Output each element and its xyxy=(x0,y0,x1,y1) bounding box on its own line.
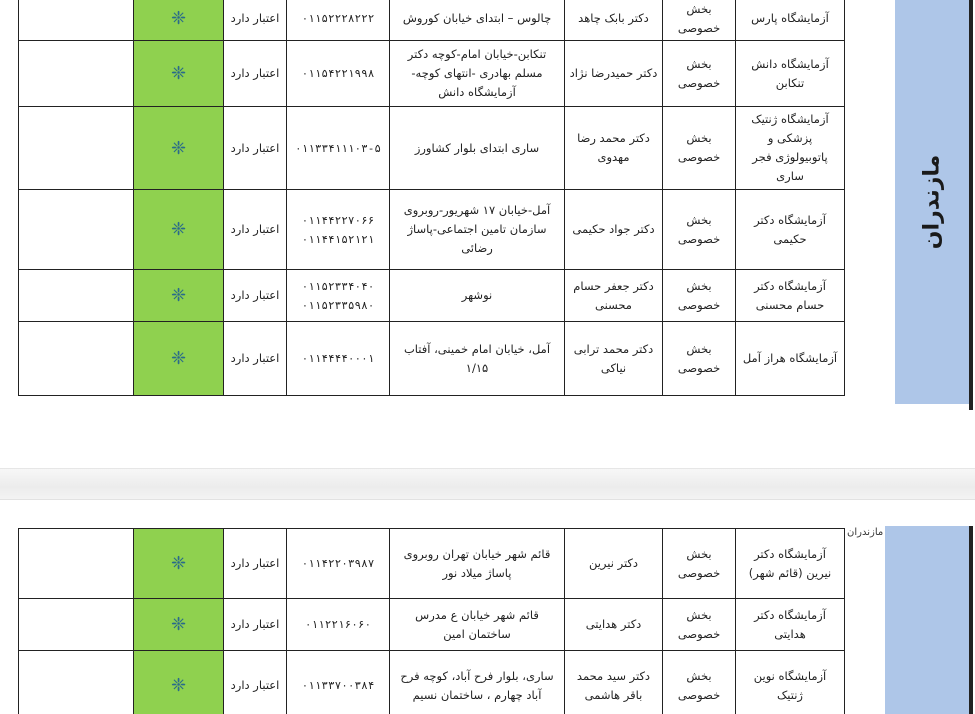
table-row xyxy=(19,651,845,714)
status-cell: اعتبار دارد xyxy=(224,599,287,651)
lab-name-cell: آزمایشگاه پارس xyxy=(736,0,845,41)
status-cell: اعتبار دارد xyxy=(224,190,287,270)
note-cell xyxy=(19,190,134,270)
lab-name-cell: آزمایشگاه نوین ژنتیک xyxy=(736,651,845,714)
status-cell: اعتبار دارد xyxy=(224,322,287,396)
note-cell xyxy=(19,270,134,322)
table-row xyxy=(19,190,845,270)
note-cell xyxy=(19,651,134,714)
status-mark-icon: ❈ xyxy=(134,0,224,41)
note-cell xyxy=(19,322,134,396)
page-gap xyxy=(0,410,975,520)
phone-cell: ۰۱۱۳۳۴۱۱۱۰۳-۵ xyxy=(287,107,390,190)
status-mark-icon: ❈ xyxy=(134,270,224,322)
sector-cell: بخش خصوصی xyxy=(663,651,736,714)
status-mark-icon: ❈ xyxy=(134,190,224,270)
province-note: مازندران xyxy=(847,527,884,538)
status-mark-icon: ❈ xyxy=(134,107,224,190)
sector-cell: بخش خصوصی xyxy=(663,270,736,322)
address-cell: قائم شهر خیابان تهران روبروی پاساژ میلاد نور xyxy=(390,529,565,599)
lab-name-cell: آزمایشگاه دکتر هدایتی xyxy=(736,599,845,651)
status-cell: اعتبار دارد xyxy=(224,0,287,41)
note-cell xyxy=(19,41,134,107)
sector-cell: بخش خصوصی xyxy=(663,322,736,396)
status-mark-icon: ❈ xyxy=(134,322,224,396)
lab-name-cell: آزمایشگاه ژنتیک پزشکی و پاتوبیولوژی فجر ساری xyxy=(736,107,845,190)
sector-cell: بخش خصوصی xyxy=(663,0,736,41)
page-separator xyxy=(0,468,975,500)
note-cell xyxy=(19,0,134,41)
status-mark-icon: ❈ xyxy=(134,529,224,599)
director-cell: دکتر بابک چاهد xyxy=(565,0,663,41)
province-column-2 xyxy=(885,526,969,714)
director-cell: دکتر نیرین xyxy=(565,529,663,599)
table-row xyxy=(19,599,845,651)
phone-cell: ۰۱۱۴۲۲۰۳۹۸۷ xyxy=(287,529,390,599)
province-label: مازندران xyxy=(919,154,945,250)
address-cell: ساری ابتدای بلوار کشاورز xyxy=(390,107,565,190)
director-cell: دکتر جعفر حسام محسنی xyxy=(565,270,663,322)
document-page-2 xyxy=(0,520,975,714)
address-cell: تنکابن-خیابان امام-کوچه دکتر مسلم بهادری -انتهای کوچه-آزمایشگاه دانش xyxy=(390,41,565,107)
table-row xyxy=(19,529,845,599)
lab-name-cell: آزمایشگاه دکتر حکیمی xyxy=(736,190,845,270)
sector-cell: بخش خصوصی xyxy=(663,529,736,599)
phone-cell: ۰۱۱۳۳۷۰۰۳۸۴ xyxy=(287,651,390,714)
phone-cell: ۰۱۱۴۴۴۴۰۰۰۱ xyxy=(287,322,390,396)
table-row xyxy=(19,0,845,41)
sector-cell: بخش خصوصی xyxy=(663,107,736,190)
sector-cell: بخش خصوصی xyxy=(663,599,736,651)
note-cell xyxy=(19,107,134,190)
table-row xyxy=(19,270,845,322)
phone-cell: ۰۱۱۲۲۱۶۰۶۰ xyxy=(287,599,390,651)
status-cell: اعتبار دارد xyxy=(224,651,287,714)
director-cell: دکتر جواد حکیمی xyxy=(565,190,663,270)
address-cell: آمل، خیابان امام خمینی، آفتاب ۱/۱۵ xyxy=(390,322,565,396)
note-cell xyxy=(19,599,134,651)
phone-cell: ۰۱۱۵۲۳۳۴۰۴۰ ۰۱۱۵۲۳۳۵۹۸۰ xyxy=(287,270,390,322)
status-cell: اعتبار دارد xyxy=(224,529,287,599)
lab-name-cell: آزمایشگاه دانش تنکابن xyxy=(736,41,845,107)
table-row xyxy=(19,41,845,107)
labs-table-bottom xyxy=(18,528,845,714)
director-cell: دکتر محمد ترابی نیاکی xyxy=(565,322,663,396)
page-edge xyxy=(969,0,973,410)
sector-cell: بخش خصوصی xyxy=(663,190,736,270)
status-cell: اعتبار دارد xyxy=(224,270,287,322)
page-edge-2 xyxy=(969,526,973,714)
table-row xyxy=(19,322,845,396)
phone-cell: ۰۱۱۵۲۲۲۸۲۲۲ xyxy=(287,0,390,41)
table-row xyxy=(19,107,845,190)
address-cell: آمل-خیابان ۱۷ شهریور-روبروی سازمان تامین اجتماعی-پاساژ رضائی xyxy=(390,190,565,270)
status-mark-icon: ❈ xyxy=(134,651,224,714)
labs-table-top xyxy=(18,0,845,396)
lab-name-cell: آزمایشگاه هراز آمل xyxy=(736,322,845,396)
province-column xyxy=(895,0,969,404)
address-cell: چالوس – ابتدای خیابان کوروش xyxy=(390,0,565,41)
status-cell: اعتبار دارد xyxy=(224,41,287,107)
sector-cell: بخش خصوصی xyxy=(663,41,736,107)
director-cell: دکتر حمیدرضا نژاد xyxy=(565,41,663,107)
note-cell xyxy=(19,529,134,599)
address-cell: ساری، بلوار فرح آباد، کوچه فرح آباد چهارم ، ساختمان نسیم xyxy=(390,651,565,714)
phone-cell: ۰۱۱۴۴۲۲۷۰۶۶ ۰۱۱۴۴۱۵۲۱۲۱ xyxy=(287,190,390,270)
status-cell: اعتبار دارد xyxy=(224,107,287,190)
lab-name-cell: آزمایشگاه دکتر نیرین (قائم شهر) xyxy=(736,529,845,599)
director-cell: دکتر هدایتی xyxy=(565,599,663,651)
status-mark-icon: ❈ xyxy=(134,599,224,651)
address-cell: قائم شهر خیابان ع مدرس ساختمان امین xyxy=(390,599,565,651)
address-cell: نوشهر xyxy=(390,270,565,322)
status-mark-icon: ❈ xyxy=(134,41,224,107)
phone-cell: ۰۱۱۵۴۲۲۱۹۹۸ xyxy=(287,41,390,107)
director-cell: دکتر سید محمد باقر هاشمی xyxy=(565,651,663,714)
director-cell: دکتر محمد رضا مهدوی xyxy=(565,107,663,190)
lab-name-cell: آزمایشگاه دکتر حسام محسنی xyxy=(736,270,845,322)
